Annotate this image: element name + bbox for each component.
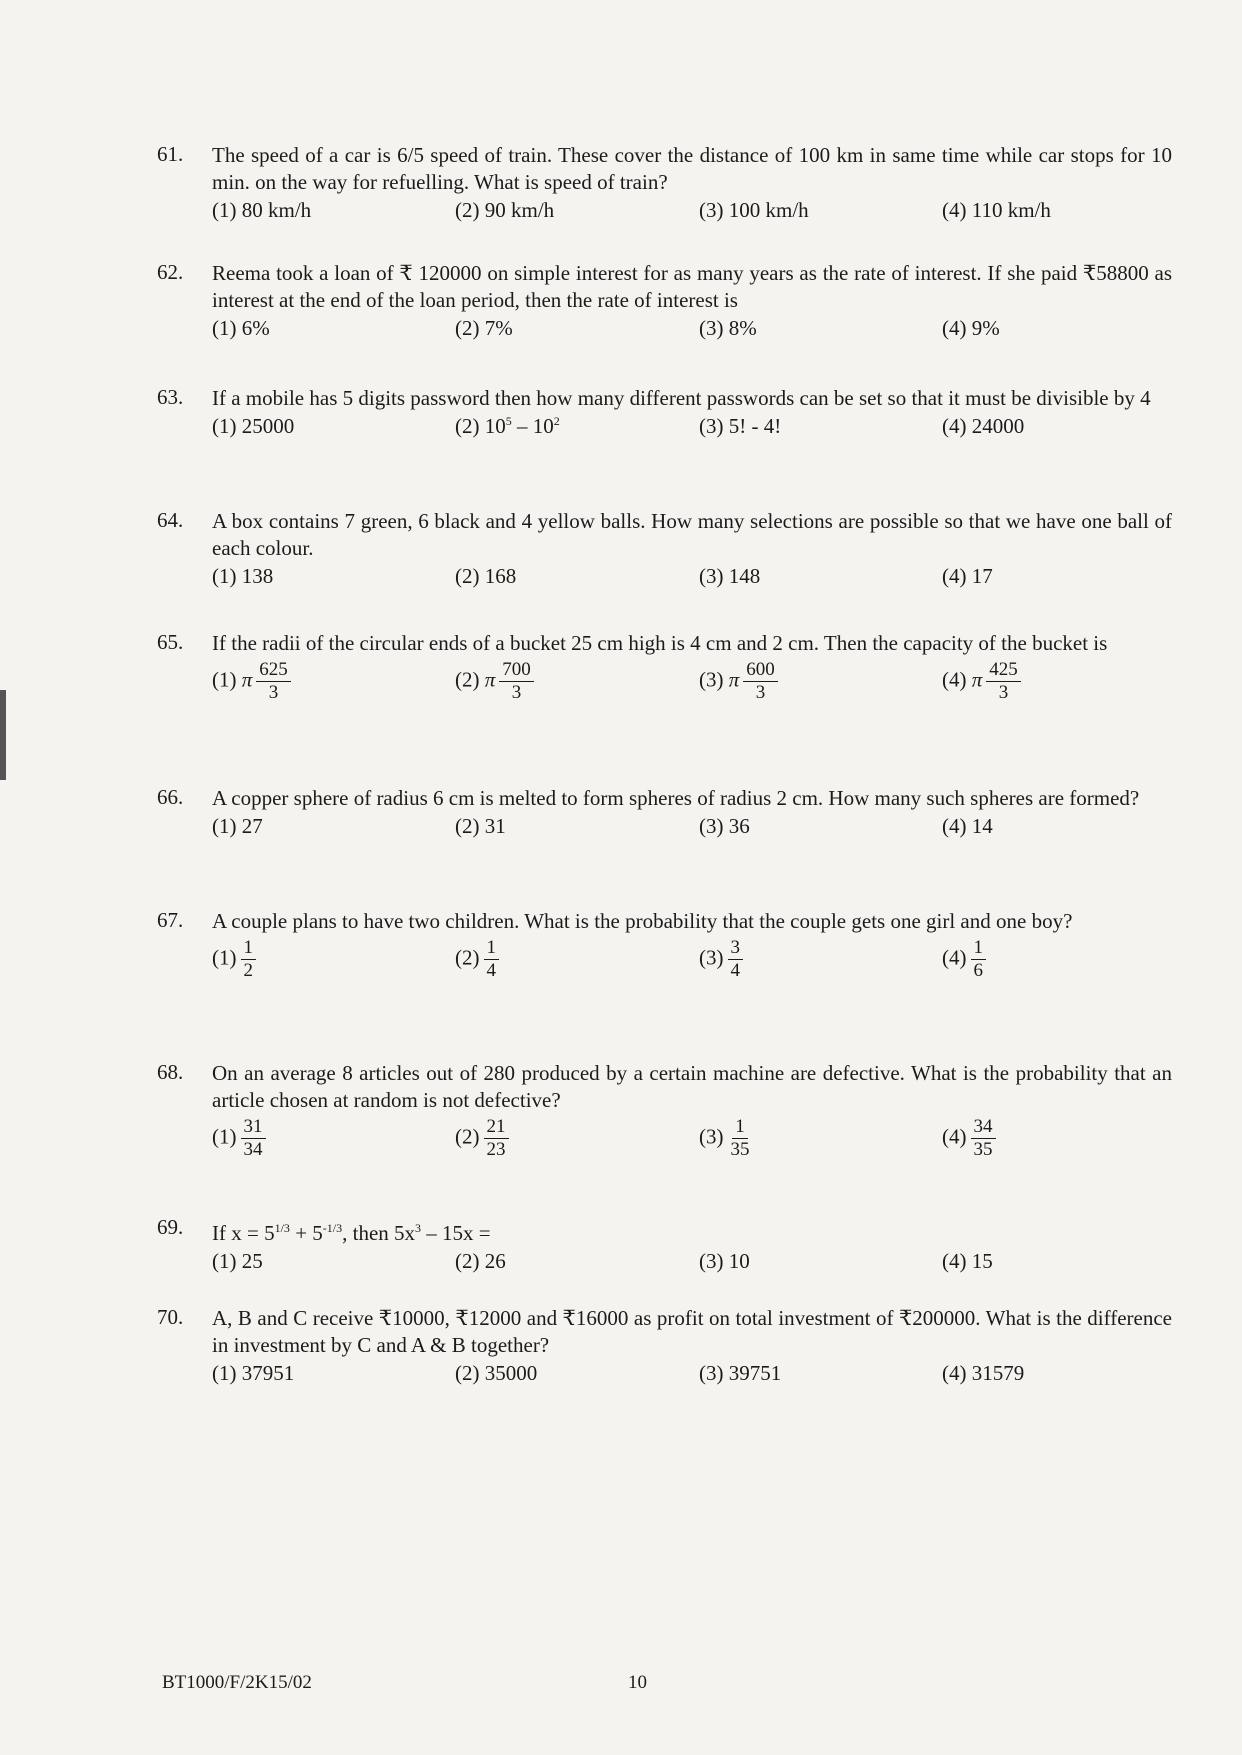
options-row xyxy=(212,1359,1172,1389)
question-number: 69. xyxy=(157,1215,184,1239)
question-number: 68. xyxy=(157,1060,184,1084)
option-2[interactable]: (2) 35000 xyxy=(455,1361,538,1385)
fraction xyxy=(241,937,257,982)
text-part: + 5 xyxy=(289,1221,323,1245)
footer-code: BT1000/F/2K15/02 xyxy=(162,1672,312,1693)
question-number: 67. xyxy=(157,908,184,932)
fraction xyxy=(256,659,291,704)
option-1[interactable]: (1) 6% xyxy=(212,316,270,340)
numerator: 1 xyxy=(241,937,257,960)
option-1[interactable]: (1) 80 km/h xyxy=(212,198,312,222)
option-4[interactable]: (4) 31579 xyxy=(942,1361,1025,1385)
option-2[interactable]: (2) 90 km/h xyxy=(455,198,555,222)
question-64 xyxy=(157,508,1172,592)
question-61 xyxy=(157,142,1172,226)
denominator: 35 xyxy=(973,1139,993,1160)
option-1[interactable]: (1) 25 xyxy=(212,1249,263,1273)
question-text: A box contains 7 green, 6 black and 4 yellow balls. How many selections are possible so that we have one ball of each colour. xyxy=(212,509,1172,560)
pi-symbol: π xyxy=(728,667,740,692)
question-65 xyxy=(157,630,1172,721)
option-2-middle: – 10 xyxy=(511,414,554,438)
option-label: (1) xyxy=(212,945,237,970)
option-1[interactable] xyxy=(212,937,256,982)
option-4[interactable] xyxy=(942,659,1021,704)
question-66 xyxy=(157,785,1172,842)
option-label: (1) xyxy=(212,1124,237,1149)
question-text: A couple plans to have two children. What is the probability that the couple gets one girl and one boy? xyxy=(212,909,1073,933)
options-row xyxy=(212,812,1172,842)
option-1[interactable] xyxy=(212,659,291,704)
option-3[interactable] xyxy=(699,937,743,982)
question-68 xyxy=(157,1060,1172,1178)
exponent: 1/3 xyxy=(274,1221,290,1235)
numerator: 425 xyxy=(986,659,1021,682)
scan-edge-mark xyxy=(0,690,6,780)
denominator: 23 xyxy=(486,1139,506,1160)
option-2[interactable]: (2) 31 xyxy=(455,814,506,838)
question-number: 66. xyxy=(157,785,184,809)
fraction xyxy=(728,1116,753,1161)
numerator: 1 xyxy=(484,937,500,960)
option-3[interactable]: (3) 8% xyxy=(699,316,757,340)
question-text: Reema took a loan of ₹ 120000 on simple interest for as many years as the rate of interest. If she paid ₹58800 as interest at the end of the loan period, then the rate of interest is xyxy=(212,261,1172,312)
option-4[interactable]: (4) 24000 xyxy=(942,414,1025,438)
question-number: 62. xyxy=(157,260,184,284)
options-row xyxy=(212,935,1172,999)
question-number: 61. xyxy=(157,142,184,166)
option-4[interactable]: (4) 15 xyxy=(942,1249,993,1273)
option-1[interactable]: (1) 138 xyxy=(212,564,274,588)
option-4[interactable]: (4) 9% xyxy=(942,316,1000,340)
page-number: 10 xyxy=(628,1672,647,1693)
option-4[interactable]: (4) 110 km/h xyxy=(942,198,1051,222)
option-2[interactable]: (2) 7% xyxy=(455,316,513,340)
option-2-base: (2) 10 xyxy=(455,414,506,438)
pi-symbol: π xyxy=(241,667,253,692)
numerator: 1 xyxy=(971,937,987,960)
question-69 xyxy=(157,1215,1172,1277)
numerator: 21 xyxy=(484,1116,509,1139)
option-3[interactable]: (3) 39751 xyxy=(699,1361,782,1385)
question-text: On an average 8 articles out of 280 produced by a certain machine are defective. What is the probability that an article chosen at random is not defective? xyxy=(212,1061,1172,1112)
question-62 xyxy=(157,260,1172,344)
text-part: If x = 5 xyxy=(212,1221,275,1245)
option-2[interactable] xyxy=(455,659,534,704)
option-3[interactable]: (3) 10 xyxy=(699,1249,750,1273)
option-2[interactable] xyxy=(455,937,499,982)
fraction xyxy=(484,1116,509,1161)
fraction xyxy=(484,937,500,982)
option-3[interactable]: (3) 36 xyxy=(699,814,750,838)
option-label: (4) xyxy=(942,1124,967,1149)
denominator: 3 xyxy=(755,682,766,703)
fraction xyxy=(743,659,778,704)
question-63 xyxy=(157,385,1172,442)
numerator: 700 xyxy=(499,659,534,682)
numerator: 34 xyxy=(971,1116,996,1139)
option-3[interactable]: (3) 100 km/h xyxy=(699,198,809,222)
fraction xyxy=(241,1116,266,1161)
options-row xyxy=(212,657,1172,721)
option-3[interactable]: (3) 5! - 4! xyxy=(699,414,782,438)
question-number: 64. xyxy=(157,508,184,532)
options-row xyxy=(212,412,1172,442)
option-3[interactable]: (3) 148 xyxy=(699,564,761,588)
fraction xyxy=(499,659,534,704)
option-4[interactable]: (4) 14 xyxy=(942,814,993,838)
numerator: 3 xyxy=(728,937,744,960)
option-label: (2) xyxy=(455,667,480,692)
fraction xyxy=(971,937,987,982)
option-1[interactable]: (1) 37951 xyxy=(212,1361,295,1385)
fraction xyxy=(986,659,1021,704)
denominator: 2 xyxy=(243,960,253,981)
option-2-exponent-a: 5 xyxy=(505,414,512,428)
exponent: -1/3 xyxy=(322,1221,343,1235)
question-text: If a mobile has 5 digits password then how many different passwords can be set so that it must be divisible by 4 xyxy=(212,386,1151,410)
question-text: The speed of a car is 6/5 speed of train. These cover the distance of 100 km in same time while car stops for 10 min. on the way for refuelling. What is speed of train? xyxy=(212,143,1172,194)
question-text xyxy=(212,1215,1172,1247)
denominator: 35 xyxy=(730,1139,750,1160)
text-part: , then 5x xyxy=(342,1221,416,1245)
option-4[interactable] xyxy=(942,1116,996,1161)
fraction xyxy=(728,937,744,982)
options-row xyxy=(212,1114,1172,1178)
question-text: A copper sphere of radius 6 cm is melted to form spheres of radius 2 cm. How many such spheres are formed? xyxy=(212,786,1140,810)
options-row xyxy=(212,562,1172,592)
option-label: (4) xyxy=(942,667,967,692)
option-label: (3) xyxy=(699,945,724,970)
question-text: A, B and C receive ₹10000, ₹12000 and ₹16000 as profit on total investment of ₹200000. What is the difference in investment by C and A & B together? xyxy=(212,1306,1172,1357)
question-number: 70. xyxy=(157,1305,184,1329)
denominator: 4 xyxy=(730,960,740,981)
exponent: 3 xyxy=(415,1221,422,1235)
question-70 xyxy=(157,1305,1172,1389)
question-67 xyxy=(157,908,1172,999)
question-number: 63. xyxy=(157,385,184,409)
option-1[interactable]: (1) 27 xyxy=(212,814,263,838)
option-1[interactable] xyxy=(212,1116,266,1161)
option-2[interactable] xyxy=(455,1116,509,1161)
option-3[interactable] xyxy=(699,659,778,704)
option-1[interactable]: (1) 25000 xyxy=(212,414,295,438)
option-2[interactable]: (2) 168 xyxy=(455,564,517,588)
pi-symbol: π xyxy=(971,667,983,692)
option-2-exponent-b: 2 xyxy=(553,414,560,428)
option-label: (1) xyxy=(212,667,237,692)
numerator: 1 xyxy=(732,1116,748,1139)
numerator: 600 xyxy=(743,659,778,682)
option-2[interactable] xyxy=(455,414,560,439)
option-2[interactable]: (2) 26 xyxy=(455,1249,506,1273)
option-label: (3) xyxy=(699,1124,724,1149)
pi-symbol: π xyxy=(484,667,496,692)
numerator: 31 xyxy=(241,1116,266,1139)
fraction xyxy=(971,1116,996,1161)
denominator: 3 xyxy=(998,682,1009,703)
option-label: (2) xyxy=(455,1124,480,1149)
denominator: 4 xyxy=(486,960,496,981)
options-row xyxy=(212,1247,1172,1277)
question-number: 65. xyxy=(157,630,184,654)
question-text: If the radii of the circular ends of a bucket 25 cm high is 4 cm and 2 cm. Then the capacity of the bucket is xyxy=(212,631,1108,655)
option-label: (4) xyxy=(942,945,967,970)
denominator: 34 xyxy=(243,1139,263,1160)
options-row xyxy=(212,196,1172,226)
options-row xyxy=(212,314,1172,344)
denominator: 3 xyxy=(511,682,522,703)
option-4[interactable]: (4) 17 xyxy=(942,564,993,588)
denominator: 3 xyxy=(268,682,279,703)
option-3[interactable] xyxy=(699,1116,753,1161)
text-part: – 15x = xyxy=(421,1221,491,1245)
option-label: (3) xyxy=(699,667,724,692)
denominator: 6 xyxy=(973,960,983,981)
option-4[interactable] xyxy=(942,937,986,982)
numerator: 625 xyxy=(256,659,291,682)
option-label: (2) xyxy=(455,945,480,970)
